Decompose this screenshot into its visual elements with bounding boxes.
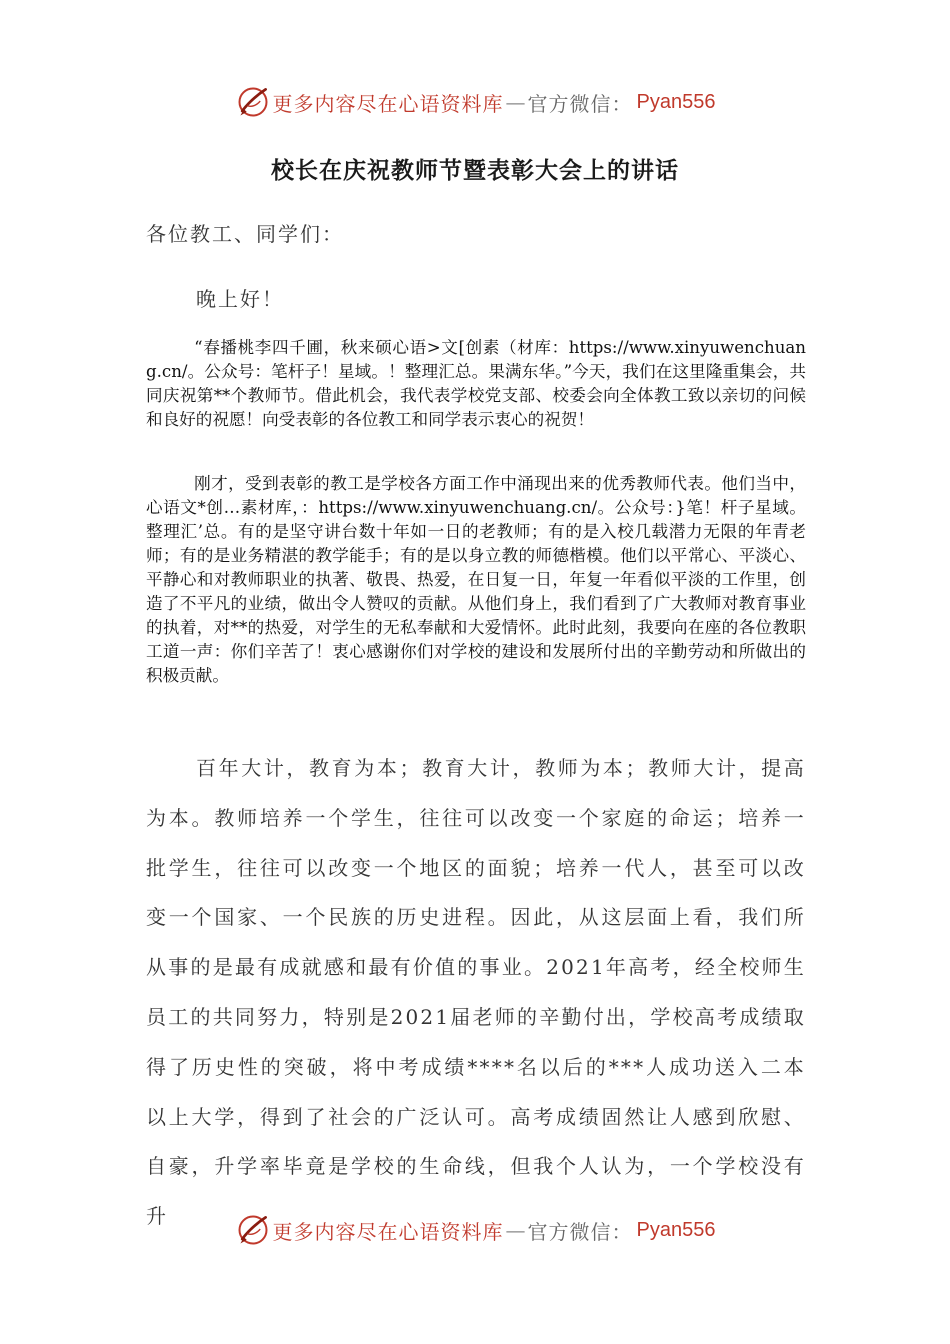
- paragraph-2: 刚才，受到表彰的教工是学校各方面工作中涌现出来的优秀教师代表。他们当中，心语文*创…素材库，：https://www.xinyuwenchuang.cn/。公众号：}笔！杆子星域。整理汇’总。有的是坚守讲台数十年如一日的老教师；有的是入校几载潜力无限的年青老师；有的是业务精湛的教学能手；有的是以身立教的师德楷模。他们以平常心、平淡心、平静心和对教师职业的执著、敬畏、热爱，在日复一日，年复一年看似平淡的工作里，创造了不平凡的业绩，做出令人赞叹的贡献。从他们身上，我们看到了广大教师对教育事业的执着，对**的热爱，对学生的无私奉献和大爱情怀。此时此刻，我要向在座的各位教职工道一声：你们辛苦了！衷心感谢你们对学校的建设和发展所付出的辛勤劳动和所做出的积极贡献。: [146, 474, 806, 685]
- salutation: 各位教工、同学们：: [146, 222, 344, 246]
- banner-wechat-id: Pyan556: [636, 90, 716, 113]
- paragraph-1: “春播桃李四千圃，秋来硕心语>文[创素（材库：https://www.xinyuwenchuang.cn/。公众号：笔杆子！星域。！整理汇总。果满东华。”今天，我们在这里隆重集会，共同庆祝第**个教师节。借此机会，我代表学校党支部、校委会向全体教工致以亲切的问候和良好的祝愿！向受表彰的各位教工和同学表示衷心的祝贺！: [146, 338, 806, 429]
- header-banner: [0, 82, 950, 122]
- pen-logo-icon: [235, 1212, 271, 1248]
- banner-dash: —: [505, 90, 526, 114]
- banner-slogan: 更多内容尽在心语资料库: [272, 91, 504, 116]
- pen-logo-icon: [235, 84, 271, 120]
- banner-wechat-label: 官方微信：: [527, 1219, 633, 1244]
- banner-dash: —: [505, 1218, 526, 1242]
- banner-wechat-id: Pyan556: [636, 1218, 716, 1241]
- banner-slogan: 更多内容尽在心语资料库: [272, 1219, 504, 1244]
- banner-wechat-label: 官方微信：: [527, 91, 633, 116]
- paragraph-3: 百年大计，教育为本；教育大计，教师为本；教师大计，提高为本。教师培养一个学生，往往可以改变一个家庭的命运；培养一批学生，往往可以改变一个地区的面貌；培养一代人，甚至可以改变一个国家、一个民族的历史进程。因此，从这层面上看，我们所从事的是最有成就感和最有价值的事业。2021年高考，经全校师生员工的共同努力，特别是2021届老师的辛勤付出，学校高考成绩取得了历史性的突破，将中考成绩****名以后的***人成功送入二本以上大学，得到了社会的广泛认可。高考成绩固然让人感到欣慰、自豪，升学率毕竟是学校的生命线，但我个人认为，一个学校没有升: [146, 756, 806, 1229]
- document-title: 校长在庆祝教师节暨表彰大会上的讲话: [271, 157, 679, 184]
- footer-banner: [0, 1210, 950, 1250]
- greeting: 晚上好！: [196, 287, 284, 311]
